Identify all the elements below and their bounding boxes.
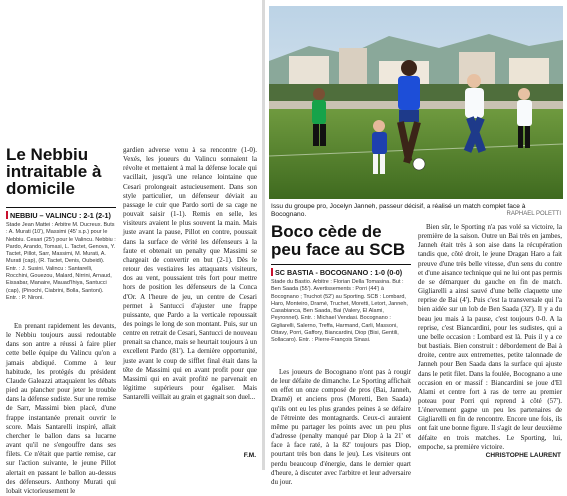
photo-caption: Issu du groupe pro, Jocelyn Janneh, passeur décisif, a réalisé un match complet face à Bocognano. bbox=[271, 203, 526, 219]
score-text: NEBBIU – VALINCU : 2-1 (2-1) bbox=[10, 211, 111, 220]
left-article bbox=[0, 0, 262, 495]
article-body-column-2 bbox=[123, 146, 257, 402]
match-photo bbox=[269, 6, 563, 199]
match-score-line bbox=[271, 264, 411, 277]
article-body-column-1 bbox=[6, 322, 116, 496]
body-paragraph: Les joueurs de Bocognano n'ont pas à rougir de leur défaite de dimanche. Le Sporting affichait en effet un onze composé de pros (Bai, Janneh, Dramé) et anciens pros (Moretti, Ben Saada) qu'ils ont eu les plus grandes peines à se défaire de l'étreinte des montagnards. Ceux-ci auraient même pu partager les points avec un peu plus d'adresse (penalty manqué par Diop à la 21' et face à face raté, à la 82' toujours pas Diop, pourtant très bon dans le jeu). Les visiteurs ont perdu beaucoup d'énergie, dans le dernier quart d'heure, à discuter avec l'arbitre et leur adversaire du jour. bbox=[271, 368, 411, 486]
author-signature: F.M. bbox=[243, 452, 256, 459]
red-bar-icon bbox=[6, 211, 8, 219]
photo-credit: RAPHAEL POLETTI bbox=[506, 211, 561, 217]
article-body-column-2 bbox=[418, 223, 562, 452]
article-headline: Le Nebbiu intraitable à domicile bbox=[6, 145, 102, 198]
red-bar-icon bbox=[271, 268, 273, 276]
body-paragraph: Bien sûr, le Sporting n'a pas volé sa victoire, la première de la saison. Outre un Bai très en jambes, Janneh était très à son aise dans la récupération tandis que, côté droit, le jeune Dragan Haro a fait preuve d'une très belle vitesse, d'un sens du contre et d'une aisance technique qui ne lui ont pas permis de se démarquer du gauche en fin de match. Gigliarelli a ainsi sauvé d'une belle claquette une reprise de Bai (4'). Puis c'est la transversale qui l'a bien aidée sur un lob de Ben Saada (32'). Il y a du beau jeu mais à la pause, c'est toujours 0-0. A la reprise, c'est Biancardini, pour les sudistes, qui a une belle occasion : Lombard est là. Puis il y a ce but bastiais. Bien construit : débordement de Bai à droite, centre aux entremettes, petite talonnade de Janneh pour Ben Saada dans la surface qui ajuste dans le petit filet. Dans la foulée, Bocognano a une occasion en or massif : Biancardini se joue d'El Alami et centre fort à ras de terre au premier poteau pour Porri qui reprend à côté (57'). L'énervement gagne un peu les partenaires de Gigliarelli en fin de rencontre. Encore une fois, ils ont fait une bonne figure. Il s'agit de leur deuxième défaite en trois matches. Le Sporting, lui, empoche, sa première victoire. bbox=[418, 223, 562, 451]
right-article bbox=[265, 0, 567, 486]
football-action-photo bbox=[269, 6, 563, 199]
match-details: Stade du Bastio. Arbitre : Florian Della Tomasina. But : Ben Saada (55'). Avertissements : Porri (44') à Bocognano ; Truchot (52') au Sporting. SCB : Lombard, Haro, Monteiro, Dramé, Truchet, Moretti, Letort, Janneh, Casabianca, Ben Saada, Bai (Valery, El Alami, Peyronnet). Entr. : Michael Vendasi. Bocognano : Gigliarelli, Salerno, Treffa, Harmand, Carli, Massoni, Ottavy, Porri, Gaffory, Biancardini, Diop (Bisi, Gentili, Sollacaro). Entr. : Pierre-François Sinasi. bbox=[271, 279, 408, 344]
score-text: SC BASTIA - BOCOGNANO : 1-0 (0-0) bbox=[275, 268, 403, 277]
body-paragraph: gardien adverse venu à sa rencontre (1-0). Vexés, les joueurs du Valincu sonnaient la révolte et mettaient à mal la défense locale qui vacillait, jusqu'à une relance lointaine que Cesari prolongeait astucieusement. Dans son style particulier, un défenseur déviait au passage le cuir que Pardo sorti de sa cage ne pouvait saisir (1-1). Remis en selle, les visiteurs avaient le plus souvent la main. Mais juste avant la pause, Pillot en contre, poussait dans la surface de vérité les défenseurs à la faute et obtenait un penalty que Massimi se chargeait de convertir en but (2-1). Dès le retour des vestiaires les attaquants visiteurs, dos au vent, poussaient très fort pour mettre hors de position les défenseurs de la Conca d'Or. A l'heure de jeu, un centre de Cesari permet à Santucci d'ajuster une frappe puissante, que Pardo a la verticale repoussait des poings le long de son montant. Puis, sur un centre en retrait de Cesari, Santucci de nouveau prenait sa chance, mais se heurtait toujours à un excellent Pardo (81'). La dernière opportunité, juste avant le coup de sifflet final était dans la tête de Massimi qui en avant profit pour que Massimi qui en avait profité ne parvenait en légitime supérieurs pour égaliser. Mais Santarelli veillait au grain et gagnait son duel... bbox=[123, 146, 257, 402]
article-headline: Boco cède de peu face au SCB bbox=[271, 222, 406, 259]
author-signature: CHRISTOPHE LAURENT bbox=[485, 452, 561, 459]
body-paragraph: En prenant rapidement les devants, le Nebbiu toujours aussi redoutable dans son antre a réussi à faire plier cette belle équipe du Valincu qu'on a jamais abdiqué. Comme à leur habitude, les protégés du président Claude Galeazzi attaquaient les débats pied au plancher pour jeter le trouble dans la défense sudiste. Sur une remise de Sarr, Massimi bien placé, d'une frappe instantanée prenait ouvrir le score. Mais Santarelli inspiré, allait chercher le ballon dans sa lucarne avant qu'il ne s'engouffre dans ses filets. Ce n'était que partie remise, car sur l'action suivante, le jeune Pillot alertait en passant le ballon au-dessus des défenseurs. Anthony Murati qui lobait victorieusement le bbox=[6, 322, 116, 495]
match-details: Stade Jean Mattei : Arbitre M. Ducreux. Buts : A. Murati (10'), Massimi (45' s.p.) pour le Nebbiu. Cesari (25') pour le Valincu. Nebbiu : Pardo, Arando, Tomasi, L. Tactet, Genova, Y. Tactet, Pillot, Sarr, Massimi, M. Murati, A. Murati (cap), (R. Tactet, Denis, Oubeidi). Entr. : J. Susini. Valincu : Santarelli, Rocchini, Gouezou, Malard, Nirrini, Arnaud, Eissabar, Manaire, Mauad'Ihiya, Santucci (cap), (Pinochi, Ciabrini, Bolla, Santoni). Entr. : P. Nironi. bbox=[6, 222, 116, 301]
match-score-line bbox=[6, 207, 116, 220]
article-body-column-1 bbox=[271, 368, 411, 487]
